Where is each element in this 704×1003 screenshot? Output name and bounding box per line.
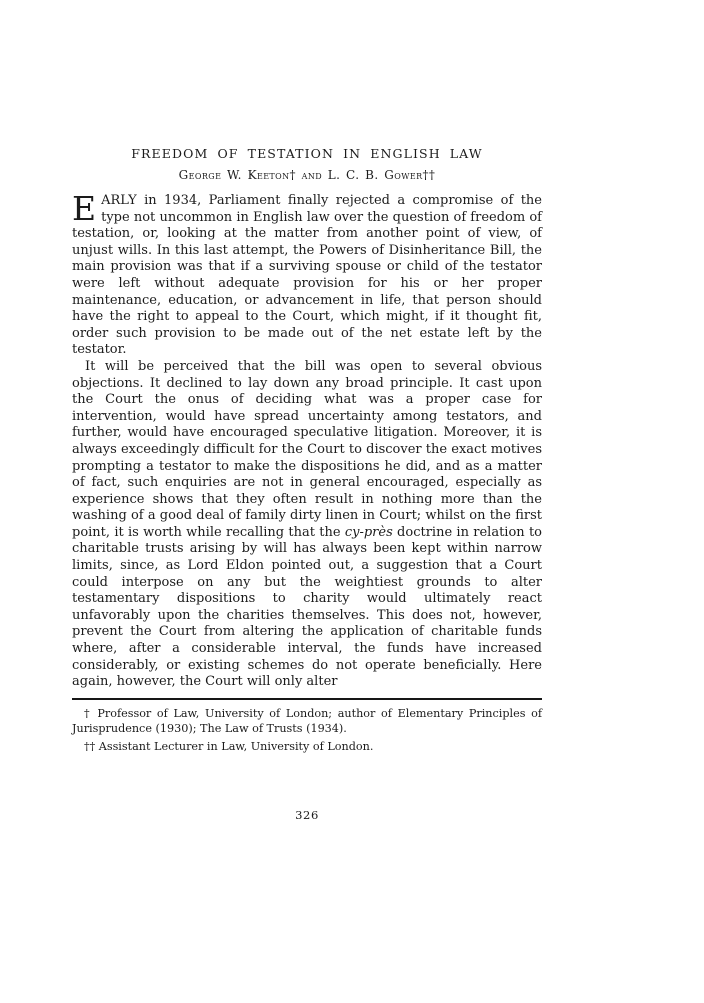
page-number: 326: [295, 808, 319, 822]
footnote-2: †† Assistant Lecturer in Law, University of London.: [84, 740, 374, 754]
footnote-1: † Professor of Law, University of London; author of Elementary Principles of Jurisprudence (1930); The Law of Trusts (1934).: [72, 706, 542, 736]
italic-term-cy-pres: cy-près: [344, 524, 393, 540]
page-title: FREEDOM OF TESTATION IN ENGLISH LAW: [131, 146, 483, 161]
text-column: [72, 146, 542, 754]
paragraph-2-text-before: It will be perceived that the bill was open to several obvious objections. It declined to lay down any broad principle. It cast upon the Court the onus of deciding what was a proper case for intervention, would have spread uncertainty among testators, and further, would have encouraged speculative litigation. Moreover, it is always exceedingly difficult for the Court to discover the exact motives prompting a testator to make the dispositions he did, and as a matter of fact, such enquiries are not in general encouraged, especially as experience shows that they often result in nothing more than the washing of a good deal of family dirty linen in Court; whilst on the first point, it is worth while recalling that the: [72, 358, 542, 540]
footnote-divider: [72, 698, 542, 700]
article-byline: George W. Keeton† and L. C. B. Gower††: [178, 168, 436, 182]
paragraph-1-text: ARLY in 1934, Parliament finally rejected a compromise of the type not uncommon in English law over the question of freedom of testation, or, looking at the matter from another point of view, of unjust wills. In this last attempt, the Powers of Disinheritance Bill, the main provision was that if a surviving spouse or child of the testator were left without adequate provision for his or her proper maintenance, education, or advancement in life, that person should have the right to appeal to the Court, which might, if it thought fit, order such provision to be made out of the net estate left by the testator.: [72, 193, 542, 358]
body-paragraph-1: [72, 189, 542, 359]
body-paragraph-2: [72, 359, 542, 691]
paragraph-2-text-after: doctrine in relation to charitable trusts arising by will has always been kept within narrow limits, since, as Lord Eldon pointed out, a suggestion that a Court could interpose on any but the weightiest grounds to alter testamentary dispositions to charity would ultimately react unfavorably upon the charities themselves. This does not, however, prevent the Court from altering the application of charitable funds where, after a considerable interval, the funds have increased considerably, or existing schemes do not operate beneficially. Here again, however, the Court will only alter: [72, 524, 542, 690]
drop-cap: E: [72, 189, 97, 228]
